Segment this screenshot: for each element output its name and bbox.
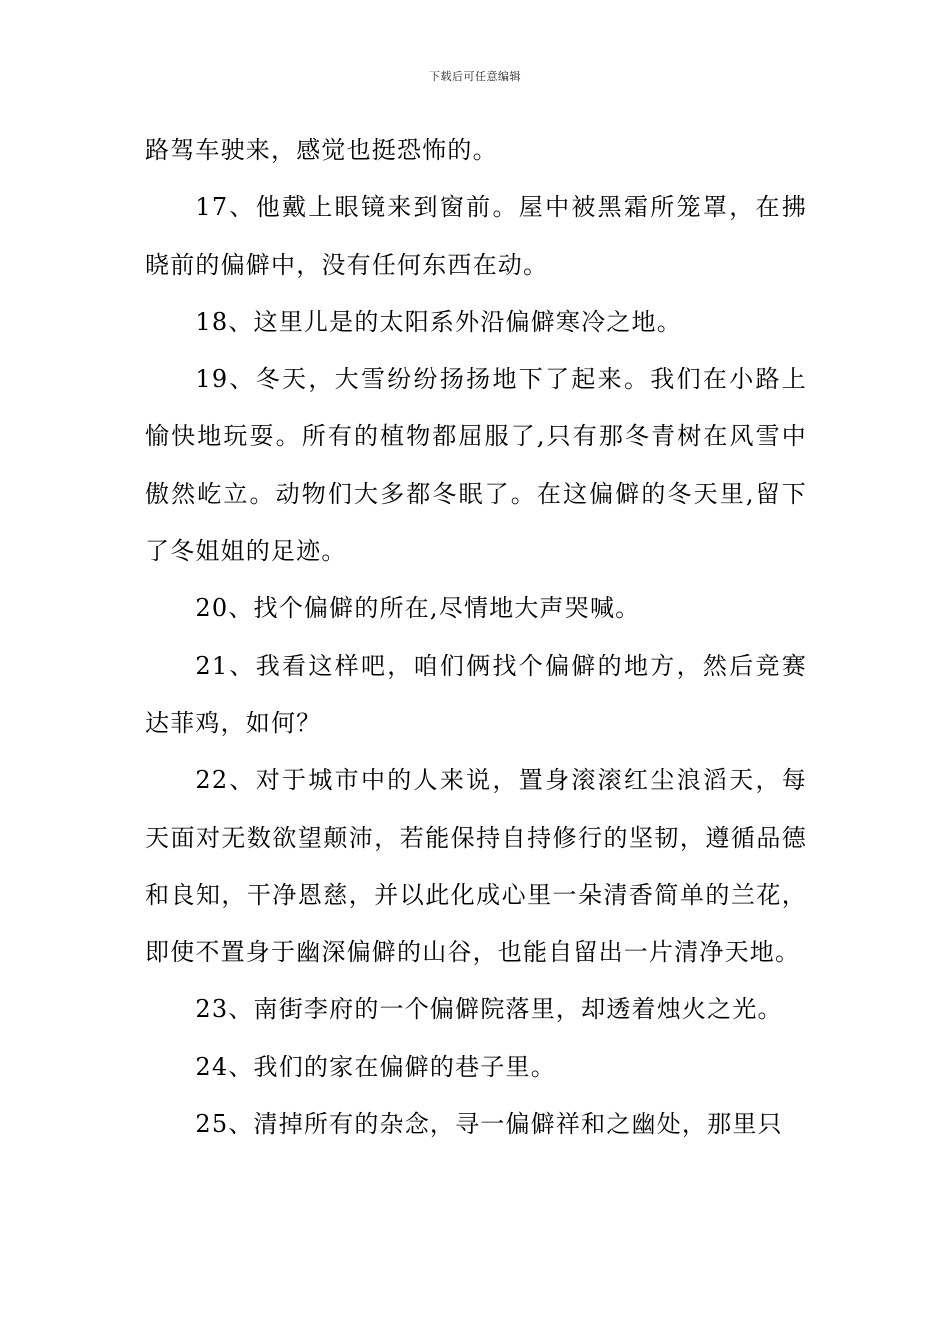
paragraph-20: 20、找个偏僻的所在,尽情地大声哭喊。 xyxy=(195,594,641,623)
paragraph-24: 24、我们的家在偏僻的巷子里。 xyxy=(195,1052,556,1081)
paragraph-23: 23、南街李府的一个偏僻院落里，却透着烛火之光。 xyxy=(195,995,783,1024)
paragraph-16-continuation: 路驾车驶来，感觉也挺恐怖的。 xyxy=(145,136,498,164)
document-body xyxy=(145,122,807,1153)
paragraph-19: 19、冬天，大雪纷纷扬扬地下了起来。我们在小路上愉快地玩耍。所有的植物都屈服了,只有那冬青树在风雪中傲然屹立。动物们大多都冬眠了。在这偏僻的冬天里,留下了冬姐姐的足迹。 xyxy=(145,365,807,566)
paragraph-17: 17、他戴上眼镜来到窗前。屋中被黑霜所笼罩，在拂晓前的偏僻中，没有任何东西在动。 xyxy=(145,193,807,279)
paragraph-22: 22、对于城市中的人来说，置身滚滚红尘浪滔天，每天面对无数欲望颠沛，若能保持自持修行的坚韧，遵循品德和良知，干净恩慈，并以此化成心里一朵清香简单的兰花，即使不置身于幽深偏僻的山谷，也能自留出一片清净天地。 xyxy=(145,766,807,967)
paragraph-25: 25、清掉所有的杂念，寻一偏僻祥和之幽处，那里只 xyxy=(195,1110,783,1139)
page-header: 下载后可任意编辑 xyxy=(429,70,521,83)
paragraph-18: 18、这里儿是的太阳系外沿偏僻寒冷之地。 xyxy=(195,307,682,336)
paragraph-21: 21、我看这样吧，咱们俩找个偏僻的地方，然后竞赛达菲鸡，如何？ xyxy=(145,651,807,737)
